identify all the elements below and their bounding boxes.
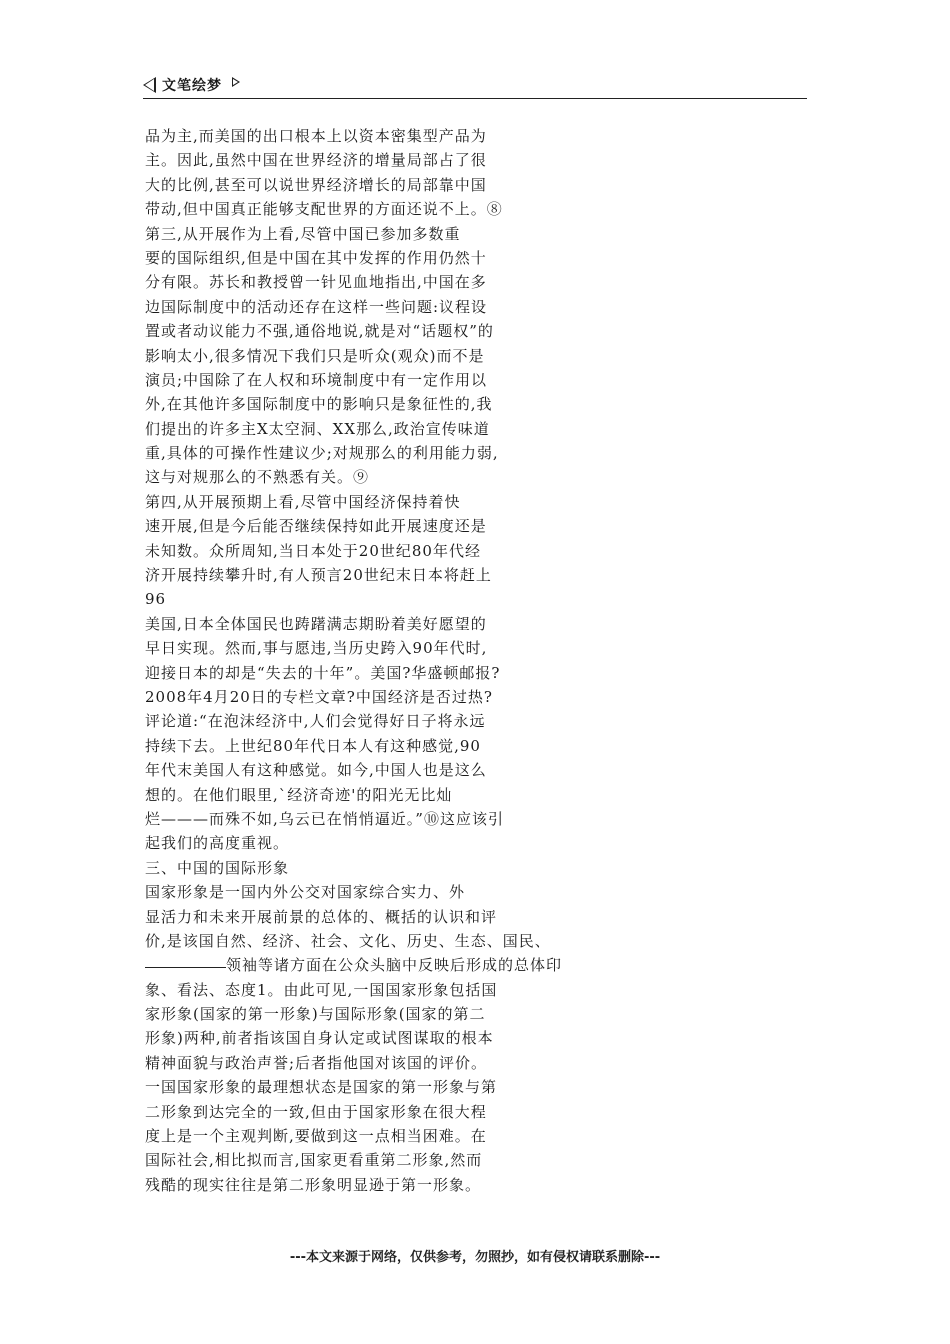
text-line: 要的国际组织,但是中国在其中发挥的作用仍然十 [145,248,487,267]
text-line: 济开展持续攀升时,有人预言20世纪末日本将赶上 [145,566,492,585]
page-number: 96 [145,590,167,609]
text-line: 品为主,而美国的出口根本上以资本密集型产品为 [145,127,487,145]
text-line: 速开展,但是今后能否继续保持如此开展速度还是 [145,517,487,536]
text-line: 烂———而殊不如,乌云已在悄悄逼近。”⑩这应该引 [145,809,504,828]
text-line: 显活力和未来开展前景的总体的、概括的认识和评 [145,907,498,926]
text-line: 分有限。苏长和教授曾一针见血地指出,中国在多 [145,273,487,292]
text-line: 形象)两种,前者指该国自身认定或试图谋取的根本 [145,1029,494,1048]
text-line: 未知数。众所周知,当日本处于20世纪80年代经 [145,541,481,560]
text-line: 这与对规那么的不熟悉有关。⑨ [145,468,370,487]
text-line: 持续下去。上世纪80年代日本人有这种感觉,90 [145,736,481,755]
text-line: 家形象(国家的第一形象)与国际形象(国家的第二 [145,1005,486,1024]
header-brand-group [143,75,240,95]
text-line: 第三,从开展作为上看,尽管中国已参加多数重 [145,224,461,243]
page-header [143,72,807,99]
text-line: 象、看法、态度1。由此可见,一国国家形象包括国 [145,980,498,999]
text-line: 迎接日本的却是“失去的十年”。美国?华盛顿邮报? [145,663,501,682]
text-line: 价,是该国自然、经济、社会、文化、历史、生态、国民、 [145,931,551,950]
text-line: 带动,但中国真正能够支配世界的方面还说不上。⑧ [145,200,503,219]
text-line: 主。因此,虽然中国在世界经济的增量局部占了很 [145,151,487,170]
text-line: 残酷的现实往往是第二形象明显逊于第一形象。 [145,1175,482,1194]
text-line: 早日实现。然而,事与愿违,当历史跨入90年代时, [145,639,488,658]
text-line: 一国国家形象的最理想状态是国家的第一形象与第 [145,1078,498,1097]
text-line: 大的比例,甚至可以说世界经济增长的局部靠中国 [145,175,487,194]
triangle-right-icon [232,77,240,87]
text-line: 国家形象是一国内外公交对国家综合实力、外 [145,883,466,902]
section-heading: 三、中国的国际形象 [145,858,290,877]
text-line: 演员;中国除了在人权和环境制度中有一定作用以 [145,370,488,389]
text-line: 起我们的高度重视。 [145,834,290,853]
blank-underline [145,953,226,968]
text-line: 国际社会,相比拟而言,国家更看重第二形象,然而 [145,1151,483,1170]
text-line: 领袖等诸方面在公众头脑中反映后形成的总体印 [226,956,563,975]
triangle-left-icon [143,77,156,93]
text-line: 第四,从开展预期上看,尽管中国经济保持着快 [145,492,461,511]
text-line: 二形象到达完全的一致,但由于国家形象在很大程 [145,1102,487,1121]
text-line: 精神面貌与政治声誉;后者指他国对该国的评价。 [145,1053,488,1072]
text-line: 评论道:“在泡沫经济中,人们会觉得好日子将永远 [145,712,486,731]
footer-disclaimer: ---本文来源于网络，仅供参考，勿照抄，如有侵权请联系删除--- [289,1250,661,1265]
text-line: 置或者动议能力不强,通俗地说,就是对“话题权”的 [145,322,494,341]
text-line: 度上是一个主观判断,要做到这一点相当困难。在 [145,1127,487,1146]
header-brand: 文笔绘梦 [162,78,222,94]
body-text [145,124,605,1197]
text-line-with-blank [145,953,605,977]
text-line: 想的。在他们眼里,`经济奇迹'的阳光无比灿 [145,785,453,804]
text-line: 2008年4月20日的专栏文章?中国经济是否过热? [145,687,493,706]
text-line: 年代末美国人有这种感觉。如今,中国人也是这么 [145,761,487,780]
text-line: 美国,日本全体国民也踌躇满志期盼着美好愿望的 [145,614,487,633]
text-line: 们提出的许多主X太空洞、XX那么,政治宣传味道 [145,419,490,438]
text-line: 影响太小,很多情况下我们只是听众(观众)而不是 [145,346,485,365]
text-line: 重,具体的可操作性建议少;对规那么的利用能力弱, [145,444,499,463]
text-line: 边国际制度中的活动还存在这样一些问题:议程设 [145,297,488,316]
text-line: 外,在其他许多国际制度中的影响只是象征性的,我 [145,395,493,414]
